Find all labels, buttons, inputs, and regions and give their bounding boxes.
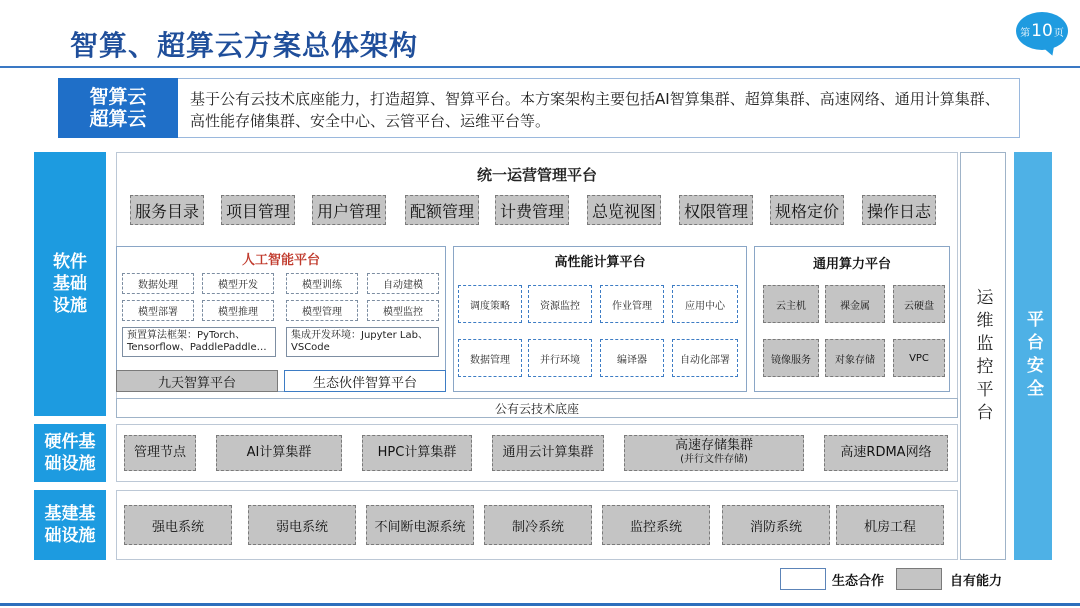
mgmt-item-project: 项目管理	[221, 195, 295, 225]
page-number-badge	[1016, 12, 1068, 50]
base-item-weak-power: 弱电系统	[248, 505, 356, 545]
base-item-monitoring: 监控系统	[602, 505, 710, 545]
software-label-line2: 基础	[53, 274, 87, 294]
ai-item-model-training: 模型训练	[286, 273, 358, 294]
gen-item-cloud-host: 云主机	[763, 285, 819, 323]
ai-item-auto-modeling: 自动建模	[367, 273, 439, 294]
mgmt-item-permission: 权限管理	[679, 195, 753, 225]
hardware-label-line1: 硬件基	[44, 432, 96, 452]
intro-text: 基于公有云技术底座能力，打造超算、智算平台。本方案架构主要包括AI智算集群、超算集群、高速网络、通用计算集群、高性能存储集群、安全中心、云管平台、运维平台等。	[190, 90, 1000, 130]
hw-item-ai-cluster	[216, 435, 342, 471]
gen-item-image-service: 镜像服务	[763, 339, 819, 377]
page-badge-number: 10	[1031, 21, 1053, 41]
ai-ide-box: 集成开发环境：Jupyter Lab、VSCode	[286, 327, 439, 357]
ai-frameworks-box: 预置算法框架：PyTorch、Tensorflow、PaddlePaddle…	[122, 327, 276, 357]
gen-item-vpc: VPC	[893, 339, 945, 377]
hpc-item-compiler: 编译器	[600, 339, 664, 377]
title-divider	[0, 66, 1080, 68]
page-title: 智算、超算云方案总体架构	[70, 29, 419, 62]
hpc-item-resource-monitor: 资源监控	[528, 285, 592, 323]
ai-item-model-dev: 模型开发	[202, 273, 274, 294]
intro-label-line2: 超算云	[89, 108, 147, 130]
hw-item-label: AI计算集群	[246, 445, 312, 460]
mgmt-item-user: 用户管理	[312, 195, 386, 225]
hw-item-hpc-cluster	[362, 435, 472, 471]
hw-item-label: 通用云计算集群	[502, 445, 594, 460]
hardware-infra-label	[34, 424, 106, 482]
legend-eco-swatch	[780, 568, 826, 590]
hpc-item-job-mgmt: 作业管理	[600, 285, 664, 323]
gen-item-cloud-disk: 云硬盘	[893, 285, 945, 323]
mgmt-item-quota: 配额管理	[405, 195, 479, 225]
mgmt-item-service-catalog: 服务目录	[130, 195, 204, 225]
platform-security-label: 平台安全	[1014, 152, 1052, 560]
software-label-line1: 软件	[53, 252, 87, 272]
intro-label-line1: 智算云	[89, 86, 147, 108]
general-compute-title: 通用算力平台	[812, 257, 891, 272]
base-label-line2: 础设施	[44, 526, 96, 546]
legend-own-label: 自有能力	[950, 574, 1003, 589]
mgmt-item-oplog: 操作日志	[862, 195, 936, 225]
mgmt-item-overview: 总览视图	[587, 195, 661, 225]
ai-item-model-mgmt: 模型管理	[286, 300, 358, 321]
hw-item-label: 高速RDMA网络	[840, 445, 932, 460]
page-badge-prefix: 第	[1020, 27, 1031, 39]
base-item-strong-power: 强电系统	[124, 505, 232, 545]
management-platform-title: 统一运营管理平台	[476, 166, 597, 184]
gen-item-bare-metal: 裸金属	[825, 285, 885, 323]
public-cloud-base: 公有云技术底座	[116, 398, 958, 418]
hw-item-label: 高速存储集群	[674, 438, 753, 453]
hw-item-storage-cluster	[624, 435, 804, 471]
base-item-ups: 不间断电源系统	[366, 505, 474, 545]
hpc-item-app-center: 应用中心	[672, 285, 738, 323]
ai-item-model-inference: 模型推理	[202, 300, 274, 321]
base-item-machine-room: 机房工程	[836, 505, 944, 545]
jiutian-platform: 九天智算平台	[116, 370, 278, 392]
base-item-cooling: 制冷系统	[484, 505, 592, 545]
hardware-label-line2: 础设施	[44, 454, 96, 474]
hw-item-rdma-network	[824, 435, 948, 471]
hpc-item-scheduling: 调度策略	[458, 285, 522, 323]
gen-item-object-storage: 对象存储	[825, 339, 885, 377]
hpc-platform-title: 高性能计算平台	[554, 255, 646, 270]
hw-item-label: 管理节点	[133, 445, 186, 460]
hw-item-general-cluster	[492, 435, 604, 471]
hpc-item-data-mgmt: 数据管理	[458, 339, 522, 377]
ai-item-model-deploy: 模型部署	[122, 300, 194, 321]
intro-label	[58, 78, 178, 138]
ai-platform-title: 人工智能平台	[241, 253, 320, 268]
hpc-item-auto-deploy: 自动化部署	[672, 339, 738, 377]
software-label-line3: 设施	[53, 296, 87, 316]
ops-monitoring-label: 运维监控平台	[972, 288, 993, 426]
hw-item-sublabel: (并行文件存储)	[680, 454, 748, 465]
base-label-line1: 基建基	[44, 504, 96, 524]
eco-partner-platform: 生态伙伴智算平台	[284, 370, 446, 392]
page-badge-suffix: 页	[1053, 27, 1064, 39]
base-item-fire: 消防系统	[722, 505, 830, 545]
software-infra-label	[34, 152, 106, 416]
ai-item-data-processing: 数据处理	[122, 273, 194, 294]
legend-own-swatch	[896, 568, 942, 590]
hw-item-mgmt-node	[124, 435, 196, 471]
legend-eco-label: 生态合作	[832, 574, 885, 589]
footer-divider	[0, 603, 1080, 606]
base-infra-label	[34, 490, 106, 560]
mgmt-item-pricing: 规格定价	[770, 195, 844, 225]
ai-item-model-monitor: 模型监控	[367, 300, 439, 321]
hpc-item-parallel-env: 并行环境	[528, 339, 592, 377]
hw-item-label: HPC计算集群	[377, 445, 457, 460]
mgmt-item-billing: 计费管理	[495, 195, 569, 225]
